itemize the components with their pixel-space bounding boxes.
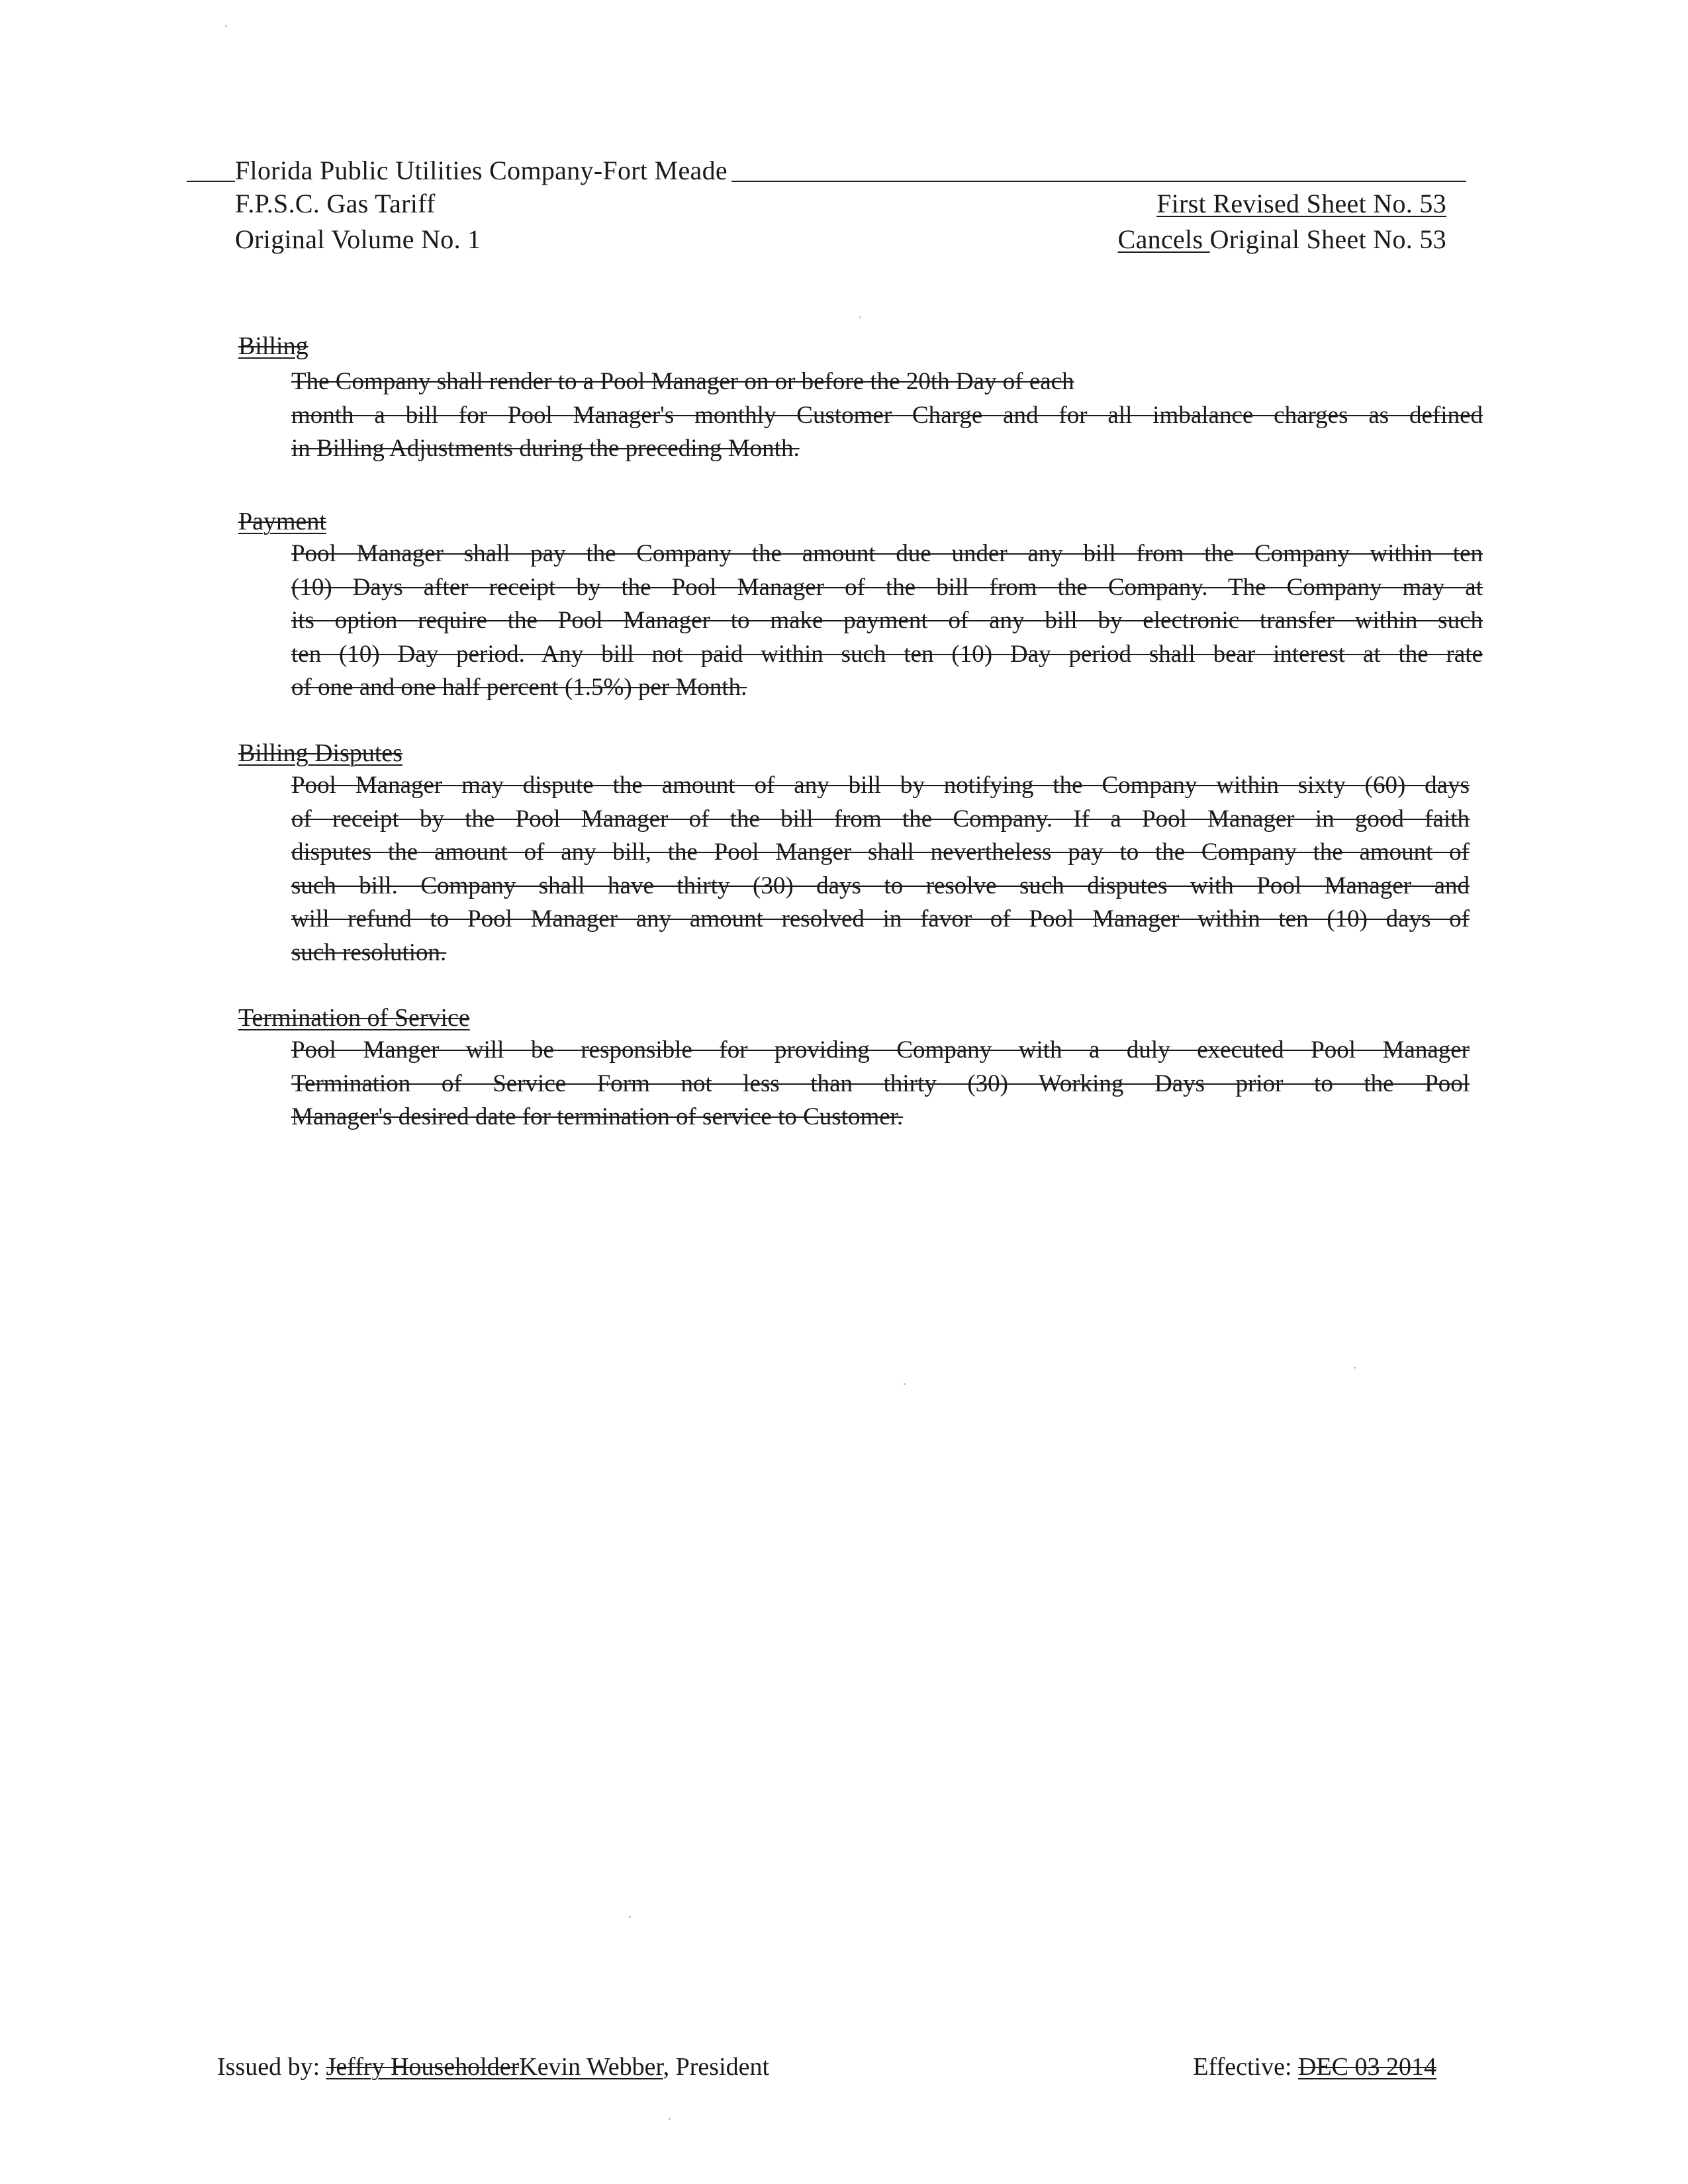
issued-by-new-name: Kevin Webber xyxy=(519,2053,663,2081)
section-heading-billing: Billing xyxy=(238,332,308,360)
scan-speck xyxy=(225,25,227,27)
body-line: Pool Manager may dispute the amount of any bill by notifying the Company within sixty (60) days xyxy=(291,772,1470,799)
body-line: its option require the Pool Manager to make payment of any bill by electronic transfer within such xyxy=(291,607,1483,634)
scan-speck xyxy=(1354,1367,1356,1369)
body-line: in Billing Adjustments during the preceding Month. xyxy=(291,435,800,462)
company-name: Florida Public Utilities Company-Fort Meade xyxy=(235,155,731,187)
cancels-sheet xyxy=(1118,224,1446,255)
section-body-billing xyxy=(291,365,1483,466)
body-line: (10) Days after receipt by the Pool Manager of the bill from the Company. The Company may at xyxy=(291,573,1483,601)
tariff-name: F.P.S.C. Gas Tariff xyxy=(235,189,436,218)
body-line: Termination of Service Form not less than thirty (30) Working Days prior to the Pool xyxy=(291,1069,1470,1097)
scan-speck xyxy=(629,1916,631,1918)
section-heading-payment: Payment xyxy=(238,508,326,535)
section-body-payment xyxy=(291,537,1483,705)
body-line: Manager's desired date for termination of service to Customer. xyxy=(291,1103,904,1130)
body-line: The Company shall render to a Pool Manager on or before the 20th Day of each xyxy=(291,368,1074,395)
body-line: will refund to Pool Manager any amount resolved in favor of Pool Manager within ten (10) days of xyxy=(291,905,1470,933)
issued-by xyxy=(217,2052,769,2082)
sheet-number: First Revised Sheet No. 53 xyxy=(1156,189,1446,218)
section-body-billing-disputes xyxy=(291,769,1470,970)
section-body-termination-of-service xyxy=(291,1034,1470,1134)
body-line: such resolution. xyxy=(291,938,447,966)
body-line: disputes the amount of any bill, the Pool Manger shall nevertheless pay to the Company the amount of xyxy=(291,839,1470,866)
scan-speck xyxy=(904,1383,906,1385)
scan-speck xyxy=(669,2118,671,2120)
body-line: of one and one half percent (1.5%) per Month. xyxy=(291,674,747,701)
body-line: Pool Manger will be responsible for providing Company with a duly executed Pool Manager xyxy=(291,1036,1470,1064)
section-heading-billing-disputes: Billing Disputes xyxy=(238,739,403,767)
scan-speck xyxy=(859,316,861,318)
body-line: such bill. Company shall have thirty (30) days to resolve such disputes with Pool Manager and xyxy=(291,872,1470,899)
body-line: month a bill for Pool Manager's monthly Customer Charge and for all imbalance charges as defined xyxy=(291,401,1483,429)
issued-by-title: , President xyxy=(663,2053,770,2081)
issued-by-label: Issued by: xyxy=(217,2053,326,2081)
effective-date-block xyxy=(1193,2052,1436,2082)
cancels-sheet-text: Original Sheet No. 53 xyxy=(1209,224,1446,254)
effective-label: Effective: xyxy=(1193,2053,1298,2081)
effective-date: DEC 03 2014 xyxy=(1298,2053,1436,2081)
issued-by-old-name: Jeffry Householder xyxy=(326,2053,520,2081)
body-line: of receipt by the Pool Manager of the bill from the Company. If a Pool Manager in good faith xyxy=(291,805,1470,833)
body-line: ten (10) Day period. Any bill not paid within such ten (10) Day period shall bear interest at the rate xyxy=(291,640,1483,668)
volume-number: Original Volume No. 1 xyxy=(235,224,481,254)
section-heading-termination-of-service: Termination of Service xyxy=(238,1004,470,1032)
body-line: Pool Manager shall pay the Company the amount due under any bill from the Company within ten xyxy=(291,540,1483,567)
cancels-label: Cancels xyxy=(1117,224,1210,254)
